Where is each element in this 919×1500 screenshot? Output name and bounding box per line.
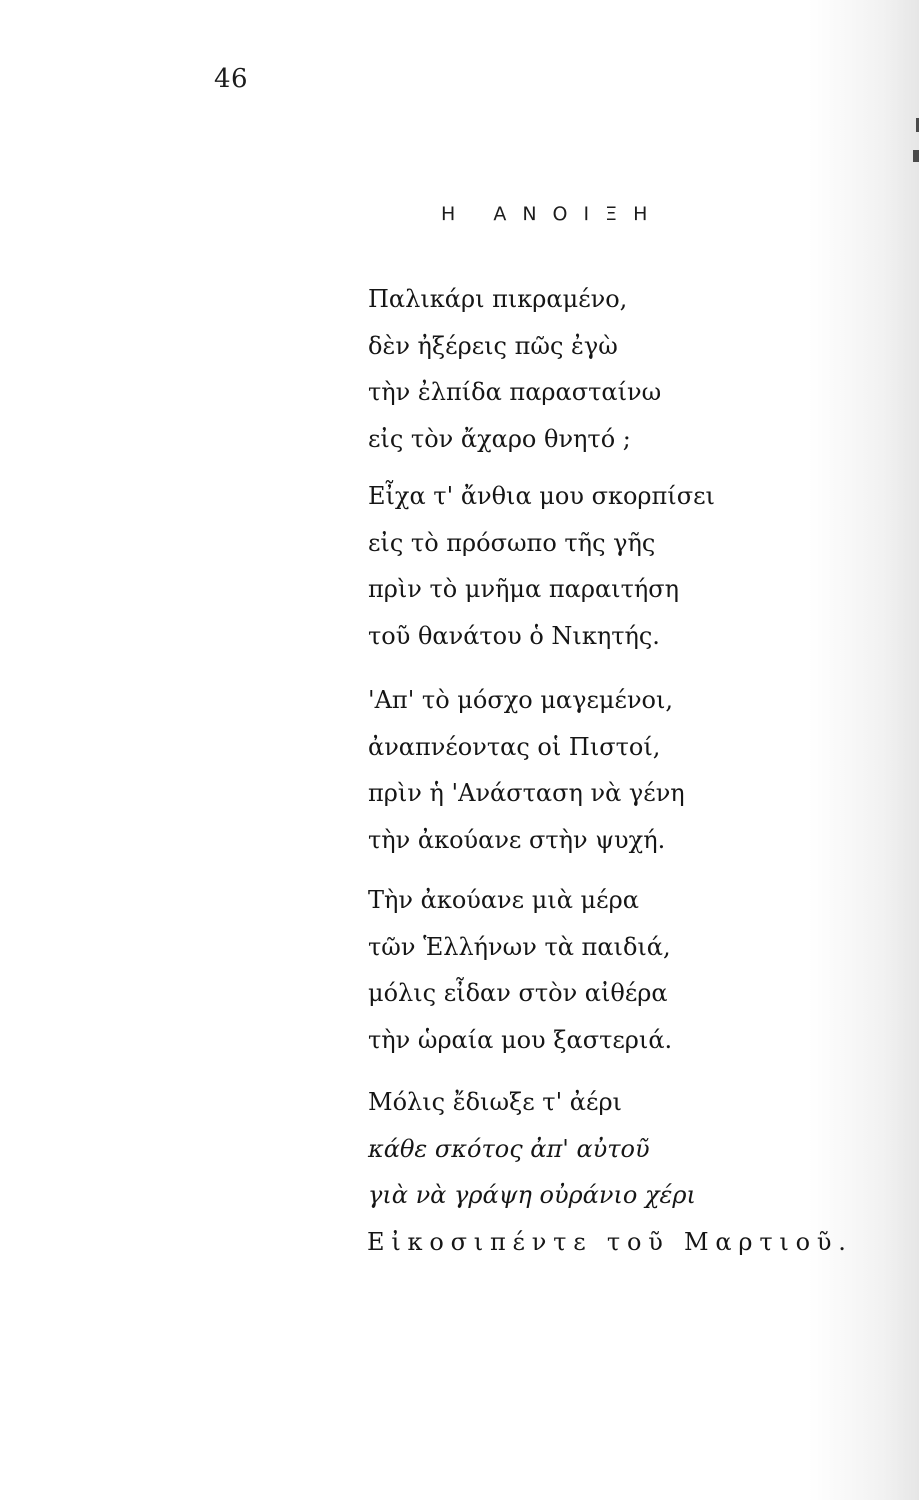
poem-line: τοῦ θανάτου ὁ Νικητής. — [368, 621, 660, 650]
poem-line: δὲν ἠξέρεις πῶς ἐγὼ — [368, 331, 618, 360]
poem-closing-line: Εἰκοσιπέντε τοῦ Μαρτιοῦ. — [367, 1227, 853, 1256]
poem-line: τὴν ἐλπίδα παρασταίνω — [368, 378, 662, 406]
poem-line: πρὶν τὸ μνῆμα παραιτήση — [368, 575, 679, 603]
poem-line: Τὴν ἀκούανε μιὰ μέρα — [368, 886, 639, 914]
stanza-3 — [368, 677, 685, 863]
stanza-4 — [368, 877, 672, 1063]
poem-line: Παλικάρι πικραμένο, — [368, 285, 628, 313]
poem-line: ἀναπνέοντας οἱ Πιστοί, — [368, 732, 661, 761]
poem-line: πρὶν ἡ 'Ανάσταση νὰ γένη — [368, 779, 685, 807]
poem-line: μόλις εἶδαν στὸν αἰθέρα — [368, 979, 668, 1007]
poem-line: τὴν ὡραία μου ξαστεριά. — [368, 1025, 673, 1054]
stanza-2 — [368, 473, 715, 659]
poem-line: τὴν ἀκούανε στὴν ψυχή. — [368, 825, 666, 854]
stanza-1 — [368, 276, 661, 462]
poem-line: Μόλις ἔδιωξε τ' ἀέρι — [368, 1088, 622, 1116]
poem-line: γιὰ νὰ γράψη οὐράνιο χέρι — [368, 1181, 696, 1209]
stanza-5 — [368, 1079, 853, 1265]
poem-line: 'Απ' τὸ μόσχο μαγεμένοι, — [368, 686, 674, 714]
page-number: 46 — [214, 64, 249, 94]
poem-line: εἰς τὸν ἄχαρο θνητό ; — [368, 424, 631, 453]
poem-line: κάθε σκότος ἀπ' αὐτοῦ — [368, 1134, 650, 1163]
poem-line: εἰς τὸ πρόσωπο τῆς γῆς — [368, 528, 656, 557]
poem-line: τῶν Ἑλλήνων τὰ παιδιά, — [368, 932, 671, 961]
poem-title: Η ΑΝΟΙΞΗ — [441, 203, 664, 225]
poem-line: Εἶχα τ' ἄνθια μου σκορπίσει — [368, 482, 715, 510]
page-edge-mark — [913, 150, 919, 162]
